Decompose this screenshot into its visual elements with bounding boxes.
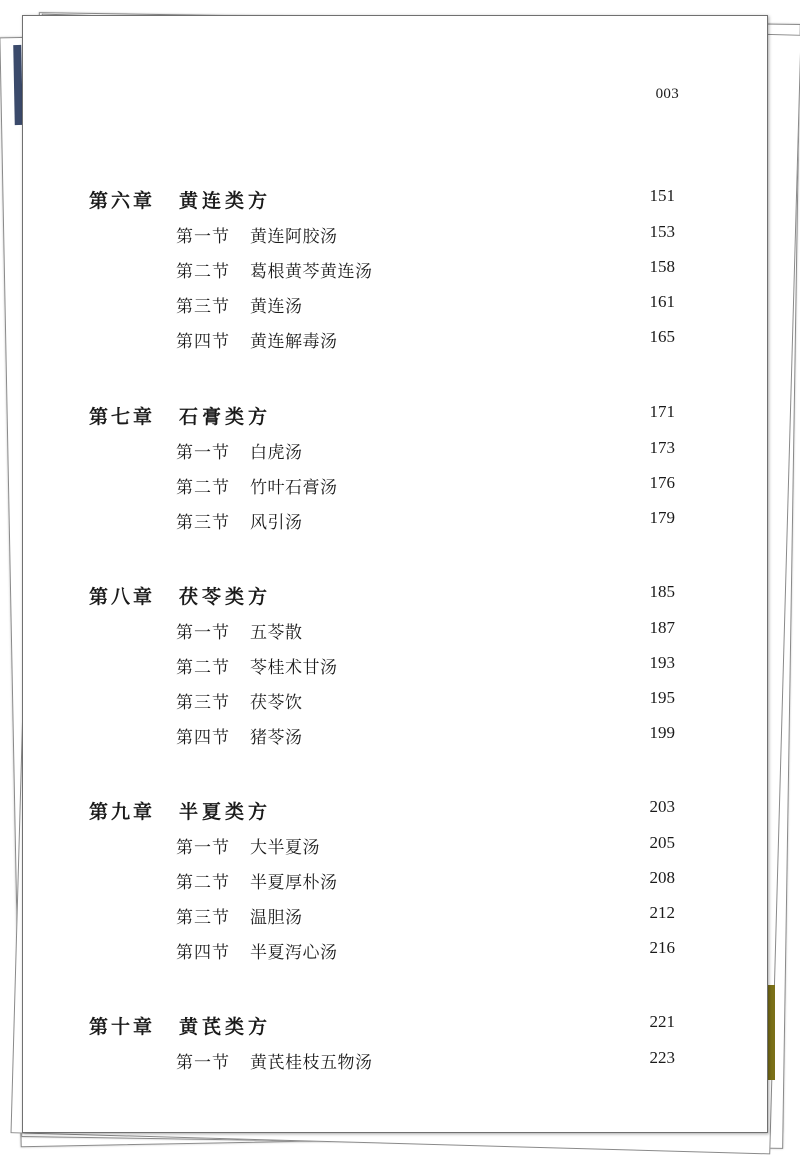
section-title: 茯苓饮 bbox=[250, 693, 303, 713]
section-number: 第一节 bbox=[176, 227, 230, 247]
section-number: 第二节 bbox=[176, 658, 230, 678]
section-number: 第二节 bbox=[176, 873, 230, 893]
section-number: 第三节 bbox=[176, 513, 230, 533]
section-row[interactable] bbox=[23, 222, 767, 248]
chapter-page: 185 bbox=[649, 582, 675, 601]
section-page: 153 bbox=[649, 222, 675, 241]
chapter-title: 石膏类方 bbox=[179, 406, 272, 428]
chapter-row[interactable] bbox=[23, 582, 767, 608]
section-page: 158 bbox=[649, 257, 675, 276]
chapter-page: 171 bbox=[649, 402, 675, 421]
section-number: 第三节 bbox=[176, 693, 230, 713]
section-title: 苓桂术甘汤 bbox=[250, 658, 338, 678]
section-title: 白虎汤 bbox=[250, 443, 303, 463]
section-number: 第一节 bbox=[176, 1053, 230, 1073]
section-row[interactable] bbox=[23, 723, 767, 749]
section-title: 半夏厚朴汤 bbox=[250, 873, 338, 893]
section-number: 第四节 bbox=[176, 728, 230, 748]
chapter-page: 221 bbox=[649, 1012, 675, 1031]
section-title: 温胆汤 bbox=[250, 908, 303, 928]
section-page: 193 bbox=[649, 653, 675, 672]
section-number: 第三节 bbox=[176, 297, 230, 317]
section-page: 173 bbox=[649, 438, 675, 457]
section-row[interactable] bbox=[23, 292, 767, 318]
toc-page bbox=[22, 15, 768, 1133]
section-title: 黄连阿胶汤 bbox=[250, 227, 338, 247]
chapter-number: 第九章 bbox=[89, 801, 156, 823]
section-title: 风引汤 bbox=[250, 513, 303, 533]
section-page: 161 bbox=[649, 292, 675, 311]
section-page: 179 bbox=[649, 508, 675, 527]
chapter-number: 第八章 bbox=[89, 586, 156, 608]
section-page: 223 bbox=[649, 1048, 675, 1067]
chapter-number: 第六章 bbox=[89, 190, 156, 212]
chapter-title: 半夏类方 bbox=[179, 801, 272, 823]
section-title: 黄芪桂枝五物汤 bbox=[250, 1053, 373, 1073]
section-number: 第三节 bbox=[176, 908, 230, 928]
chapter-row[interactable] bbox=[23, 402, 767, 428]
chapter-page: 203 bbox=[649, 797, 675, 816]
chapter-row[interactable] bbox=[23, 797, 767, 823]
section-title: 黄连解毒汤 bbox=[250, 332, 338, 352]
section-page: 205 bbox=[649, 833, 675, 852]
page-number: 003 bbox=[655, 86, 679, 102]
section-number: 第四节 bbox=[176, 332, 230, 352]
section-number: 第一节 bbox=[176, 838, 230, 858]
section-row[interactable] bbox=[23, 1048, 767, 1074]
section-title: 葛根黄芩黄连汤 bbox=[250, 262, 373, 282]
section-page: 187 bbox=[649, 618, 675, 637]
section-title: 黄连汤 bbox=[250, 297, 303, 317]
chapter-number: 第十章 bbox=[89, 1016, 156, 1038]
chapter-title: 黄芪类方 bbox=[179, 1016, 272, 1038]
section-row[interactable] bbox=[23, 833, 767, 859]
chapter-number: 第七章 bbox=[89, 406, 156, 428]
chapter-title: 茯苓类方 bbox=[179, 586, 272, 608]
section-number: 第一节 bbox=[176, 623, 230, 643]
section-row[interactable] bbox=[23, 653, 767, 679]
chapter-row[interactable] bbox=[23, 1012, 767, 1038]
chapter-title: 黄连类方 bbox=[179, 190, 272, 212]
chapter-page: 151 bbox=[649, 186, 675, 205]
section-number: 第二节 bbox=[176, 478, 230, 498]
section-page: 208 bbox=[649, 868, 675, 887]
section-row[interactable] bbox=[23, 473, 767, 499]
section-row[interactable] bbox=[23, 688, 767, 714]
section-row[interactable] bbox=[23, 508, 767, 534]
section-title: 猪苓汤 bbox=[250, 728, 303, 748]
section-row[interactable] bbox=[23, 257, 767, 283]
section-number: 第一节 bbox=[176, 443, 230, 463]
section-page: 176 bbox=[649, 473, 675, 492]
section-number: 第四节 bbox=[176, 943, 230, 963]
section-page: 199 bbox=[649, 723, 675, 742]
section-row[interactable] bbox=[23, 327, 767, 353]
section-title: 竹叶石膏汤 bbox=[250, 478, 338, 498]
section-title: 五苓散 bbox=[250, 623, 303, 643]
section-page: 212 bbox=[649, 903, 675, 922]
section-page: 216 bbox=[649, 938, 675, 957]
section-number: 第二节 bbox=[176, 262, 230, 282]
section-page: 165 bbox=[649, 327, 675, 346]
section-row[interactable] bbox=[23, 938, 767, 964]
section-title: 半夏泻心汤 bbox=[250, 943, 338, 963]
section-page: 195 bbox=[649, 688, 675, 707]
section-row[interactable] bbox=[23, 438, 767, 464]
chapter-row[interactable] bbox=[23, 186, 767, 212]
section-row[interactable] bbox=[23, 903, 767, 929]
section-title: 大半夏汤 bbox=[250, 838, 320, 858]
section-row[interactable] bbox=[23, 868, 767, 894]
section-row[interactable] bbox=[23, 618, 767, 644]
